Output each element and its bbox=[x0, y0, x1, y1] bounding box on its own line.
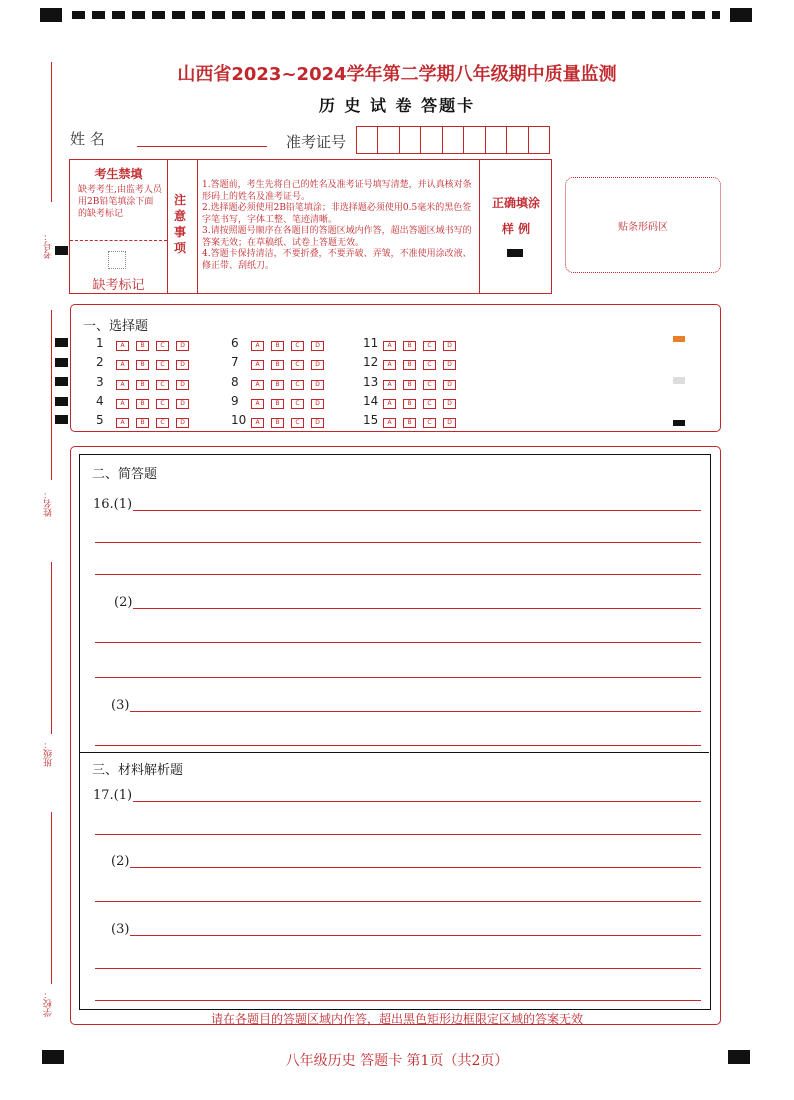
option-bubble-b[interactable]: B bbox=[271, 341, 284, 351]
sample-label: 样 例 bbox=[501, 222, 531, 236]
absent-text: 缺考考生,由监考人员用2B铅笔填涂下面的缺考标记 bbox=[78, 185, 162, 219]
barcode-area bbox=[565, 177, 721, 273]
mc-question-row bbox=[96, 394, 196, 409]
corner-mark bbox=[730, 8, 752, 22]
option-bubble-d[interactable]: D bbox=[176, 341, 189, 351]
option-bubble-d[interactable]: D bbox=[176, 418, 189, 428]
binding-line bbox=[51, 812, 52, 984]
answer-line[interactable] bbox=[130, 935, 701, 936]
name-field[interactable] bbox=[137, 146, 267, 147]
answer-line[interactable] bbox=[95, 745, 701, 746]
answer-area bbox=[79, 454, 711, 1010]
option-bubble-d[interactable]: D bbox=[311, 360, 324, 370]
question-16-3-label: (3) bbox=[111, 698, 130, 713]
mc-question-row bbox=[231, 355, 331, 370]
option-bubble-a[interactable]: A bbox=[383, 341, 396, 351]
answer-line[interactable] bbox=[133, 510, 701, 511]
notice-item: 2.选择题必须使用2B铅笔填涂；非选择题必须使用0.5毫米的黑色签字笔书写，字体工整、笔迹清晰。 bbox=[202, 203, 472, 225]
corner-mark bbox=[40, 8, 62, 22]
barcode-label: 贴条形码区 bbox=[618, 221, 668, 233]
timing-mark bbox=[55, 397, 68, 406]
question-number: 15 bbox=[363, 413, 379, 427]
mc-question-row bbox=[231, 336, 331, 351]
timing-mark bbox=[55, 415, 68, 424]
question-number: 4 bbox=[96, 394, 104, 408]
info-box bbox=[69, 159, 552, 294]
option-bubble-d[interactable]: D bbox=[443, 360, 456, 370]
question-number: 7 bbox=[231, 355, 239, 369]
question-17-1-label: 17.(1) bbox=[93, 788, 133, 803]
question-number: 12 bbox=[363, 355, 379, 369]
absent-mark-label: 缺考标记 bbox=[92, 278, 145, 293]
side-label-school: 学校： bbox=[44, 990, 54, 1017]
binding-line bbox=[51, 562, 52, 734]
mc-question-row bbox=[363, 375, 463, 390]
name-label: 姓 名 bbox=[70, 130, 105, 148]
bottom-note: 请在各题目的答题区域内作答，超出黑色矩形边框限定区域的答案无效 bbox=[210, 1012, 583, 1026]
answer-line[interactable] bbox=[95, 834, 701, 835]
timing-bar bbox=[40, 8, 752, 22]
mc-question-row bbox=[96, 375, 196, 390]
timing-mark bbox=[55, 377, 68, 386]
notice-label-cell bbox=[167, 160, 198, 293]
answer-line[interactable] bbox=[95, 901, 701, 902]
option-bubble-a[interactable]: A bbox=[383, 360, 396, 370]
mc-question-row bbox=[363, 336, 463, 351]
notice-list bbox=[202, 180, 476, 272]
exam-id-label: 准考证号 bbox=[286, 133, 347, 151]
option-bubble-a[interactable]: A bbox=[116, 418, 129, 428]
mc-question-row bbox=[231, 375, 331, 390]
sample-section bbox=[479, 160, 552, 293]
option-bubble-d[interactable]: D bbox=[443, 418, 456, 428]
question-number: 10 bbox=[231, 413, 247, 427]
mc-question-row bbox=[96, 336, 196, 351]
option-bubble-c[interactable]: C bbox=[291, 418, 304, 428]
answer-line[interactable] bbox=[130, 867, 701, 868]
question-number: 9 bbox=[231, 394, 239, 408]
black-mark bbox=[673, 420, 685, 426]
question-number: 14 bbox=[363, 394, 379, 408]
absent-section bbox=[70, 160, 168, 293]
option-bubble-c[interactable]: C bbox=[291, 380, 304, 390]
option-bubble-c[interactable]: C bbox=[423, 380, 436, 390]
section1-title: 一、选择题 bbox=[83, 319, 149, 334]
option-bubble-b[interactable]: B bbox=[403, 380, 416, 390]
option-bubble-c[interactable]: C bbox=[156, 399, 169, 409]
answer-line[interactable] bbox=[95, 968, 701, 969]
option-bubble-c[interactable]: C bbox=[291, 399, 304, 409]
option-bubble-d[interactable]: D bbox=[176, 380, 189, 390]
option-bubble-b[interactable]: B bbox=[136, 418, 149, 428]
option-bubble-a[interactable]: A bbox=[116, 360, 129, 370]
option-bubble-c[interactable]: C bbox=[291, 341, 304, 351]
option-bubble-a[interactable]: A bbox=[383, 380, 396, 390]
binding-line bbox=[51, 62, 52, 202]
option-bubble-d[interactable]: D bbox=[311, 418, 324, 428]
question-number: 13 bbox=[363, 375, 379, 389]
notice-item: 4.答题卡保持清洁，不要折叠，不要弄破、弄皱，不准使用涂改液、修正带、刮纸刀。 bbox=[202, 249, 472, 271]
section3-title: 三、材料解析题 bbox=[92, 763, 184, 778]
mc-question-row bbox=[363, 394, 463, 409]
option-bubble-b[interactable]: B bbox=[271, 380, 284, 390]
notice-item: 3.请按照题号顺序在各题目的答题区域内作答，超出答题区域书写的答案无效；在草稿纸、试卷上答题无效。 bbox=[202, 226, 472, 248]
question-number: 11 bbox=[363, 336, 379, 350]
option-bubble-a[interactable]: A bbox=[251, 360, 264, 370]
timing-dashes bbox=[72, 11, 720, 19]
corner-mark bbox=[728, 1050, 750, 1064]
option-bubble-a[interactable]: A bbox=[251, 418, 264, 428]
question-number: 2 bbox=[96, 355, 104, 369]
option-bubble-d[interactable]: D bbox=[311, 341, 324, 351]
question-number: 8 bbox=[231, 375, 239, 389]
section-divider bbox=[79, 752, 709, 753]
option-bubble-b[interactable]: B bbox=[136, 341, 149, 351]
option-bubble-c[interactable]: C bbox=[423, 341, 436, 351]
option-bubble-c[interactable]: C bbox=[423, 360, 436, 370]
option-bubble-b[interactable]: B bbox=[271, 360, 284, 370]
absent-title: 考生禁填 bbox=[94, 167, 143, 181]
option-bubble-c[interactable]: C bbox=[156, 341, 169, 351]
question-number: 3 bbox=[96, 375, 104, 389]
option-bubble-a[interactable]: A bbox=[116, 380, 129, 390]
timing-mark bbox=[55, 246, 68, 255]
mc-question-row bbox=[231, 394, 331, 409]
orange-mark bbox=[673, 336, 685, 342]
option-bubble-c[interactable]: C bbox=[423, 399, 436, 409]
page-subtitle: 历 史 试 卷 答题卡 bbox=[318, 96, 476, 115]
option-bubble-a[interactable]: A bbox=[383, 418, 396, 428]
option-bubble-d[interactable]: D bbox=[176, 360, 189, 370]
option-bubble-b[interactable]: B bbox=[136, 399, 149, 409]
option-bubble-d[interactable]: D bbox=[311, 399, 324, 409]
section2-title: 二、简答题 bbox=[92, 467, 158, 482]
notice-label: 注意事项 bbox=[174, 193, 187, 255]
option-bubble-d[interactable]: D bbox=[443, 380, 456, 390]
timing-mark bbox=[55, 358, 68, 367]
exam-id-field[interactable] bbox=[356, 126, 550, 154]
option-bubble-a[interactable]: A bbox=[251, 399, 264, 409]
side-label-name: 姓名： bbox=[44, 490, 54, 517]
mc-question-row bbox=[363, 355, 463, 370]
option-bubble-d[interactable]: D bbox=[176, 399, 189, 409]
option-bubble-b[interactable]: B bbox=[271, 399, 284, 409]
mc-question-row bbox=[96, 413, 196, 428]
answer-line[interactable] bbox=[95, 677, 701, 678]
question-17-2-label: (2) bbox=[111, 854, 130, 869]
option-bubble-b[interactable]: B bbox=[403, 399, 416, 409]
side-label-class: 班级： bbox=[44, 740, 54, 767]
option-bubble-d[interactable]: D bbox=[443, 341, 456, 351]
option-bubble-a[interactable]: A bbox=[383, 399, 396, 409]
option-bubble-a[interactable]: A bbox=[116, 341, 129, 351]
option-bubble-b[interactable]: B bbox=[403, 341, 416, 351]
option-bubble-b[interactable]: B bbox=[403, 360, 416, 370]
option-bubble-c[interactable]: C bbox=[156, 380, 169, 390]
sample-title: 正确填涂 bbox=[491, 196, 540, 210]
option-bubble-c[interactable]: C bbox=[423, 418, 436, 428]
option-bubble-c[interactable]: C bbox=[156, 360, 169, 370]
option-bubble-a[interactable]: A bbox=[116, 399, 129, 409]
mc-question-row bbox=[231, 413, 331, 428]
question-16-1-label: 16.(1) bbox=[93, 497, 133, 512]
mc-question-row bbox=[96, 355, 196, 370]
grey-mark bbox=[673, 377, 685, 384]
option-bubble-b[interactable]: B bbox=[136, 360, 149, 370]
filled-sample-mark bbox=[507, 249, 523, 257]
option-bubble-d[interactable]: D bbox=[311, 380, 324, 390]
answer-line[interactable] bbox=[95, 542, 701, 543]
option-bubble-b[interactable]: B bbox=[271, 418, 284, 428]
answer-line[interactable] bbox=[95, 574, 701, 575]
binding-line bbox=[51, 310, 52, 480]
answer-line[interactable] bbox=[133, 608, 701, 609]
option-bubble-b[interactable]: B bbox=[136, 380, 149, 390]
side-label-exam-no: 考号： bbox=[44, 232, 54, 259]
page-title: 山西省2023~2024学年第二学期八年级期中质量监测 bbox=[177, 64, 617, 85]
answer-line[interactable] bbox=[133, 801, 701, 802]
answer-line[interactable] bbox=[95, 1000, 701, 1001]
timing-mark bbox=[55, 338, 68, 347]
question-17-3-label: (3) bbox=[111, 922, 130, 937]
question-number: 1 bbox=[96, 336, 104, 350]
answer-line[interactable] bbox=[130, 711, 701, 712]
option-bubble-c[interactable]: C bbox=[156, 418, 169, 428]
notice-item: 1.答题前，考生先将自己的姓名及准考证号填写清楚，并认真核对条形码上的姓名及准考证号。 bbox=[202, 180, 472, 202]
mc-question-row bbox=[363, 413, 463, 428]
question-number: 5 bbox=[96, 413, 104, 427]
page-footer: 八年级历史 答题卡 第1页（共2页） bbox=[285, 1053, 509, 1069]
question-number: 6 bbox=[231, 336, 239, 350]
absent-checkbox[interactable] bbox=[108, 251, 126, 269]
option-bubble-c[interactable]: C bbox=[291, 360, 304, 370]
option-bubble-d[interactable]: D bbox=[443, 399, 456, 409]
answer-line[interactable] bbox=[95, 642, 701, 643]
option-bubble-b[interactable]: B bbox=[403, 418, 416, 428]
question-16-2-label: (2) bbox=[114, 595, 133, 610]
option-bubble-a[interactable]: A bbox=[251, 380, 264, 390]
option-bubble-a[interactable]: A bbox=[251, 341, 264, 351]
